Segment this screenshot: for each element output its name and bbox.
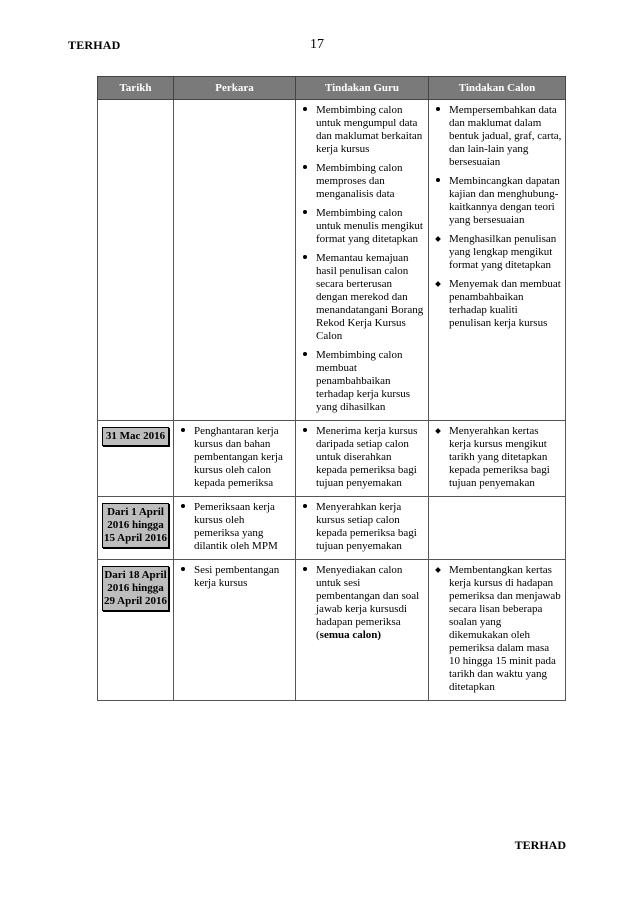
- column-header-perkara: Perkara: [174, 77, 296, 100]
- bullet-icon: [436, 178, 440, 182]
- page-number: 17: [310, 37, 324, 52]
- diamond-bullet-icon: [435, 428, 441, 434]
- bullet-icon: [181, 428, 185, 432]
- bullet-icon: [181, 504, 185, 508]
- bullet-icon: [303, 255, 307, 259]
- calon-cell: [429, 100, 566, 421]
- date-cell: [98, 421, 174, 497]
- list-item: Menyemak dan membuat penambahbaikan terhadap kualiti penulisan kerja kursus: [432, 278, 562, 330]
- diamond-bullet-icon: [435, 236, 441, 242]
- table-header-row: [98, 77, 566, 100]
- date-badge: Dari 18 April 2016 hingga 29 April 2016: [102, 566, 169, 611]
- calon-cell: [429, 560, 566, 701]
- bullet-icon: [436, 107, 440, 111]
- list-item: Membimbing calon memproses dan menganalisis data: [299, 162, 425, 201]
- column-header-tarikh: Tarikh: [98, 77, 174, 100]
- date-cell: [98, 100, 174, 421]
- list-item: Membentangkan kertas kerja kursus di hadapan pemeriksa dan menjawab secara lisan beberapa soalan yang dikemukakan oleh pemeriksa dalam masa 10 hingga 15 minit pada tarikh dan waktu yang ditetapkan: [432, 564, 562, 694]
- diamond-bullet-icon: [435, 281, 441, 287]
- list-item: Membimbing calon membuat penambahbaikan terhadap kerja kursus yang dihasilkan: [299, 349, 425, 414]
- table-row: [98, 497, 566, 560]
- bullet-icon: [303, 428, 307, 432]
- diamond-bullet-icon: [435, 567, 441, 573]
- list-item: Menyerahkan kerja kursus setiap calon kepada pemeriksa bagi tujuan penyemakan: [299, 501, 425, 553]
- bullet-icon: [303, 210, 307, 214]
- list-item: Menyerahkan kertas kerja kursus mengikut tarikh yang ditetapkan kepada pemeriksa bagi tujuan penyemakan: [432, 425, 562, 490]
- date-badge: 31 Mac 2016: [102, 427, 169, 446]
- table-row: [98, 560, 566, 701]
- calon-cell: [429, 421, 566, 497]
- guru-cell: [296, 497, 429, 560]
- list-item: Mempersembahkan data dan maklumat dalam bentuk jadual, graf, carta, dan lain-lain yang bersesuaian: [432, 104, 562, 169]
- date-badge: Dari 1 April 2016 hingga 15 April 2016: [102, 503, 169, 548]
- list-item: Menerima kerja kursus daripada setiap calon untuk diserahkan kepada pemeriksa bagi tujuan penyemakan: [299, 425, 425, 490]
- list-item: Penghantaran kerja kursus dan bahan pembentangan kerja kursus oleh calon kepada pemeriksa: [177, 425, 292, 490]
- list-item: Menghasilkan penulisan yang lengkap mengikut format yang ditetapkan: [432, 233, 562, 272]
- bullet-icon: [303, 504, 307, 508]
- guru-text-bold: semua calon): [319, 629, 382, 641]
- date-cell: [98, 560, 174, 701]
- guru-cell: [296, 100, 429, 421]
- perkara-cell: [174, 421, 296, 497]
- column-header-tindakan-calon: Tindakan Calon: [429, 77, 566, 100]
- bullet-icon: [303, 567, 307, 571]
- list-item: Membimbing calon untuk menulis mengikut format yang ditetapkan: [299, 207, 425, 246]
- schedule-table: [97, 76, 566, 701]
- bullet-icon: [303, 107, 307, 111]
- list-item: Memantau kemajuan hasil penulisan calon secara berterusan dengan merekod dan menandatangani Borang Rekod Kerja Kursus Calon: [299, 252, 425, 343]
- bullet-icon: [181, 567, 185, 571]
- header-classification: TERHAD: [68, 38, 121, 52]
- date-cell: [98, 497, 174, 560]
- list-item: [299, 564, 425, 642]
- footer-classification: TERHAD: [514, 838, 566, 852]
- guru-cell: [296, 560, 429, 701]
- list-item: Membincangkan dapatan kajian dan menghubung-kaitkannya dengan teori yang bersesuaian: [432, 175, 562, 227]
- column-header-tindakan-guru: Tindakan Guru: [296, 77, 429, 100]
- calon-cell: [429, 497, 566, 560]
- guru-cell: [296, 421, 429, 497]
- bullet-icon: [303, 352, 307, 356]
- bullet-icon: [303, 165, 307, 169]
- perkara-cell: [174, 560, 296, 701]
- table-row: [98, 100, 566, 421]
- list-item: Pemeriksaan kerja kursus oleh pemeriksa yang dilantik oleh MPM: [177, 501, 292, 553]
- table-row: [98, 421, 566, 497]
- guru-text: Menyediakan calon untuk sesi pembentangan dan soal jawab kerja kursusdi hadapan pemeriksa (: [316, 564, 420, 641]
- perkara-cell: [174, 497, 296, 560]
- list-item: Sesi pembentangan kerja kursus: [177, 564, 292, 590]
- list-item: Membimbing calon untuk mengumpul data dan maklumat berkaitan kerja kursus: [299, 104, 425, 156]
- perkara-cell: [174, 100, 296, 421]
